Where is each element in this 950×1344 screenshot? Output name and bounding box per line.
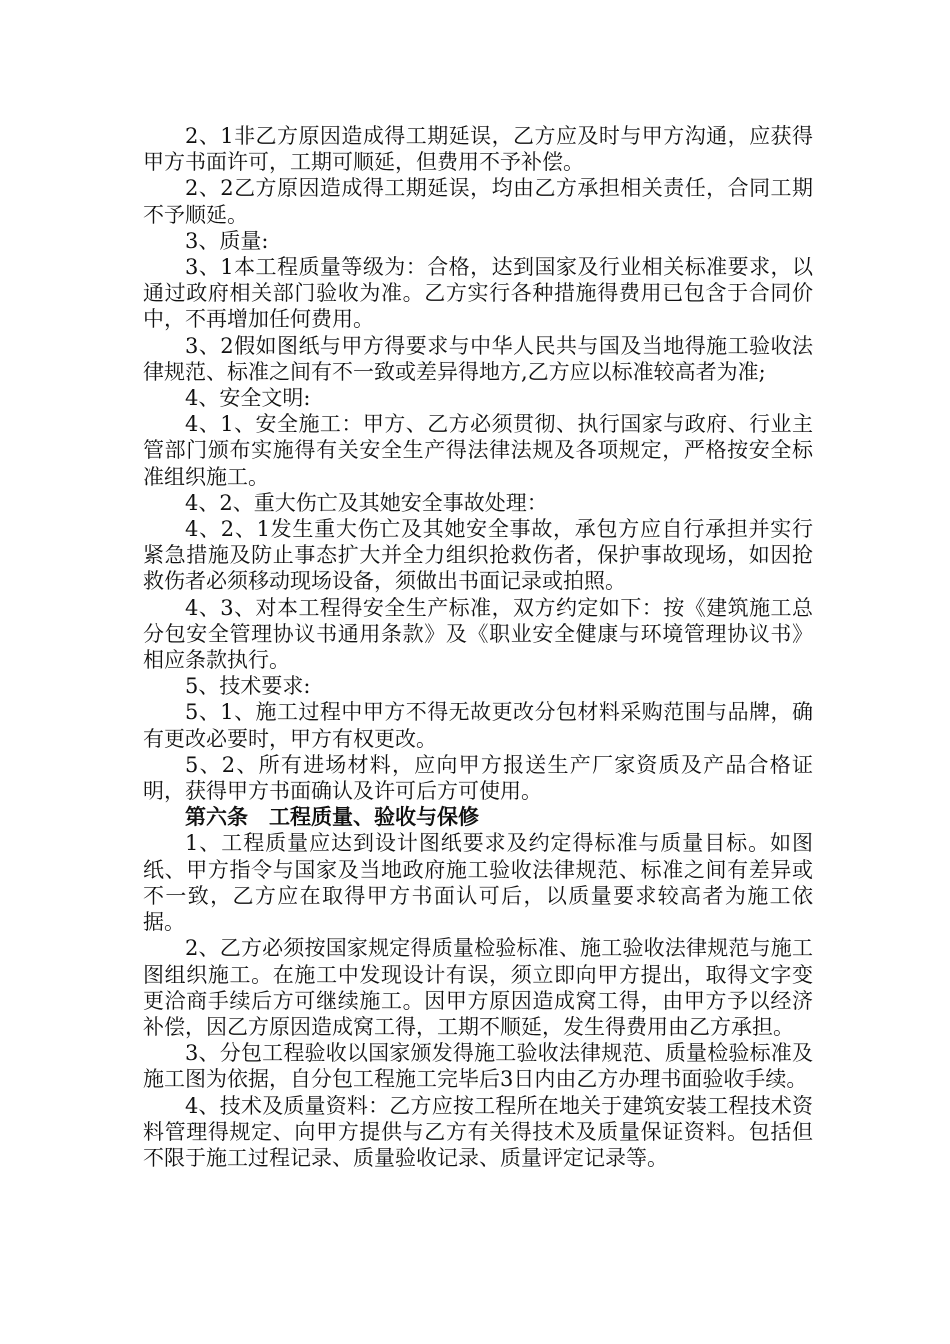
article-6-paragraph-4: 4、技术及质量资料：乙方应按工程所在地关于建筑安装工程技术资料管理得规定、向甲方提供与乙方有关得技术及质量保证资料。包括但不限于施工过程记录、质量验收记录、质量评定记录等。 — [143, 1093, 813, 1170]
paragraph-2-2: 2、2乙方原因造成得工期延误，均由乙方承担相关责任，合同工期不予顺延。 — [143, 176, 813, 227]
article-6-paragraph-2: 2、乙方必须按国家规定得质量检验标准、施工验收法律规范与施工图组织施工。在施工中发现设计有误，须立即向甲方提出，取得文字变更洽商手续后方可继续施工。因甲方原因造成窝工得，由甲方予以经济补偿，因乙方原因造成窝工得，工期不顺延，发生得费用由乙方承担。 — [143, 936, 813, 1039]
document-body — [143, 123, 813, 1171]
paragraph-4-3: 4、3、对本工程得安全生产标准，双方约定如下：按《建筑施工总分包安全管理协议书通用条款》及《职业安全健康与环境管理协议书》相应条款执行。 — [143, 595, 813, 673]
paragraph-3-1: 3、1本工程质量等级为：合格，达到国家及行业相关标准要求，以通过政府相关部门验收为准。乙方实行各种措施得费用已包含于合同价中，不再增加任何费用。 — [143, 255, 813, 332]
paragraph-4-safety: 4、安全文明: — [185, 386, 311, 411]
article-6-paragraph-1: 1、工程质量应达到设计图纸要求及约定得标准与质量目标。如图纸、甲方指令与国家及当地政府施工验收法律规范、标准之间有差异或不一致，乙方应在取得甲方书面认可后，以质量要求较高者为施工依据。 — [143, 831, 813, 935]
paragraph-3-2: 3、2假如图纸与甲方得要求与中华人民共与国及当地得施工验收法律规范、标准之间有不一致或差异得地方,乙方应以标准较高者为准; — [143, 333, 813, 384]
paragraph-2-1: 2、1非乙方原因造成得工期延误，乙方应及时与甲方沟通，应获得甲方书面许可，工期可顺延，但费用不予补偿。 — [143, 124, 813, 175]
paragraph-5-technical: 5、技术要求: — [185, 674, 311, 699]
paragraph-4-1: 4、1、安全施工：甲方、乙方必须贯彻、执行国家与政府、行业主管部门颁布实施得有关安全生产得法律法规及各项规定，严格按安全标准组织施工。 — [143, 412, 813, 489]
paragraph-5-2: 5、2、所有进场材料，应向甲方报送生产厂家资质及产品合格证明，获得甲方书面确认及许可后方可使用。 — [143, 752, 813, 804]
paragraph-5-1: 5、1、施工过程中甲方不得无故更改分包材料采购范围与品牌，确有更改必要时，甲方有权更改。 — [143, 700, 813, 751]
paragraph-3-quality: 3、质量: — [185, 228, 269, 253]
paragraph-4-2-1: 4、2、1发生重大伤亡及其她安全事故，承包方应自行承担并实行紧急措施及防止事态扩大并全力组织抢救伤者，保护事故现场，如因抢救伤者必须移动现场设备，须做出书面记录或拍照。 — [143, 517, 813, 594]
paragraph-4-2: 4、2、重大伤亡及其她安全事故处理： — [185, 490, 548, 515]
section-heading-article-6: 第六条 工程质量、验收与保修 — [185, 805, 479, 830]
article-6-paragraph-3: 3、分包工程验收以国家颁发得施工验收法律规范、质量检验标准及施工图为依据，自分包工程施工完毕后3日内由乙方办理书面验收手续。 — [143, 1041, 813, 1092]
